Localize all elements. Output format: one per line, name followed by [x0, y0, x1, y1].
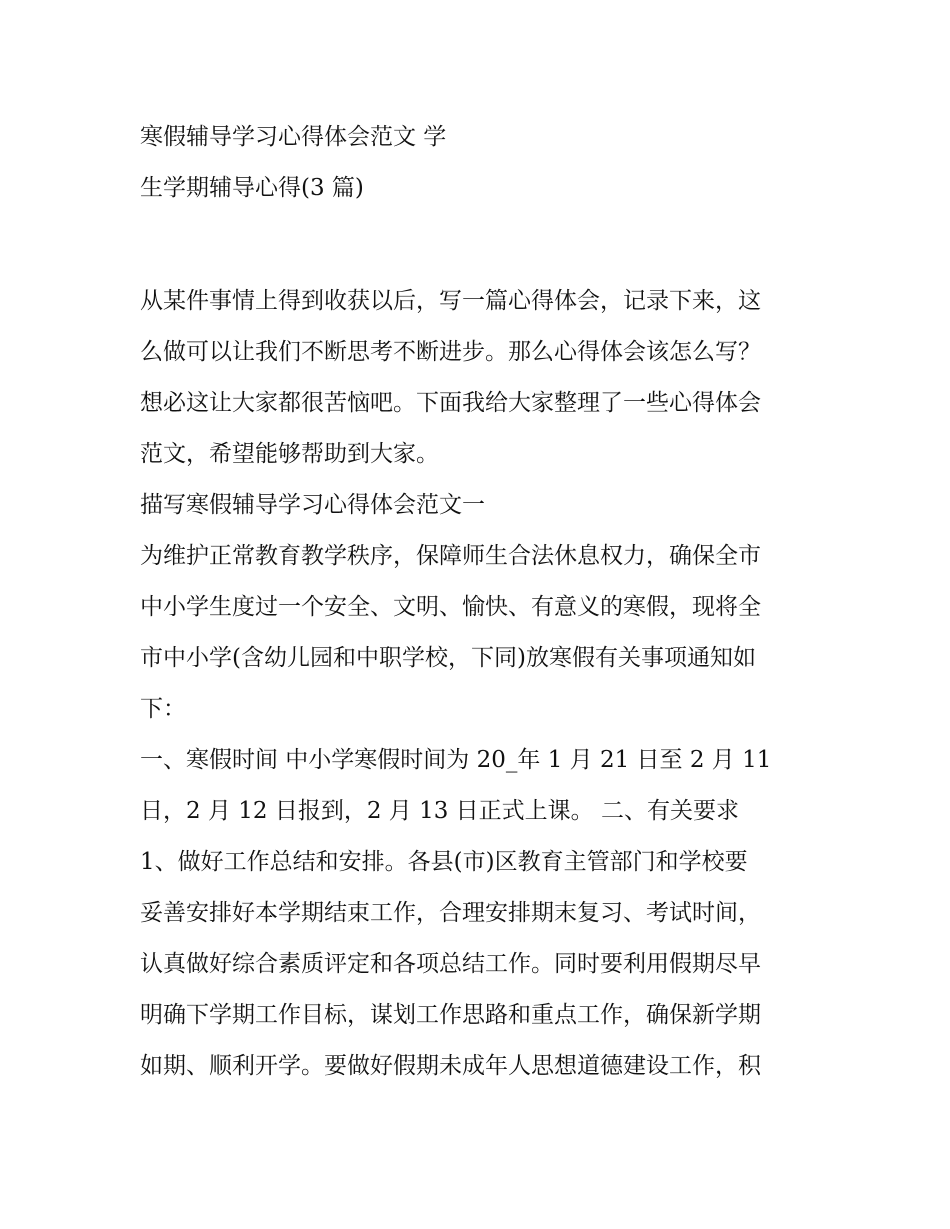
paragraph-line: 下： [140, 696, 186, 722]
paragraph-line: 市中小学(含幼儿园和中职学校，下同)放寒假有关事项通知如 [140, 645, 756, 671]
paragraph-line: 中小学生度过一个安全、文明、愉快、有意义的寒假，现将全 [140, 594, 761, 620]
section-heading: 描写寒假辅导学习心得体会范文一 [140, 492, 485, 518]
paragraph-line: 么做可以让我们不断思考不断进步。那么心得体会该怎么写？ [140, 339, 761, 365]
paragraph-line: 如期、顺利开学。要做好假期未成年人思想道德建设工作，积 [140, 1053, 761, 1079]
paragraph-line: 日，2 月 12 日报到，2 月 13 日正式上课。 二、有关要求 [140, 798, 739, 824]
paragraph-line: 想必这让大家都很苦恼吧。下面我给大家整理了一些心得体会 [140, 390, 761, 416]
title-line-text: 生学期辅导心得(3 篇) [140, 175, 364, 201]
title-line: 寒假辅导学习心得体会范文 学 [140, 124, 447, 150]
paragraph-line: 一、寒假时间 中小学寒假时间为 20_年 1 月 21 日至 2 月 11 [140, 747, 772, 773]
document-title [140, 112, 820, 214]
paragraph-line: 1、做好工作总结和安排。各县(市)区教育主管部门和学校要 [140, 849, 748, 875]
document-body [140, 276, 820, 1092]
paragraph-line: 为维护正常教育教学秩序，保障师生合法休息权力，确保全市 [140, 543, 761, 569]
paragraph-line: 从某件事情上得到收获以后，写一篇心得体会，记录下来，这 [140, 288, 761, 314]
title-line [140, 163, 820, 214]
paragraph-line: 范文，希望能够帮助到大家。 [140, 441, 439, 467]
paragraph-line: 认真做好综合素质评定和各项总结工作。同时要利用假期尽早 [140, 951, 761, 977]
paragraph-line: 妥善安排好本学期结束工作，合理安排期末复习、考试时间， [140, 900, 761, 926]
paragraph-line: 明确下学期工作目标，谋划工作思路和重点工作，确保新学期 [140, 1002, 761, 1028]
